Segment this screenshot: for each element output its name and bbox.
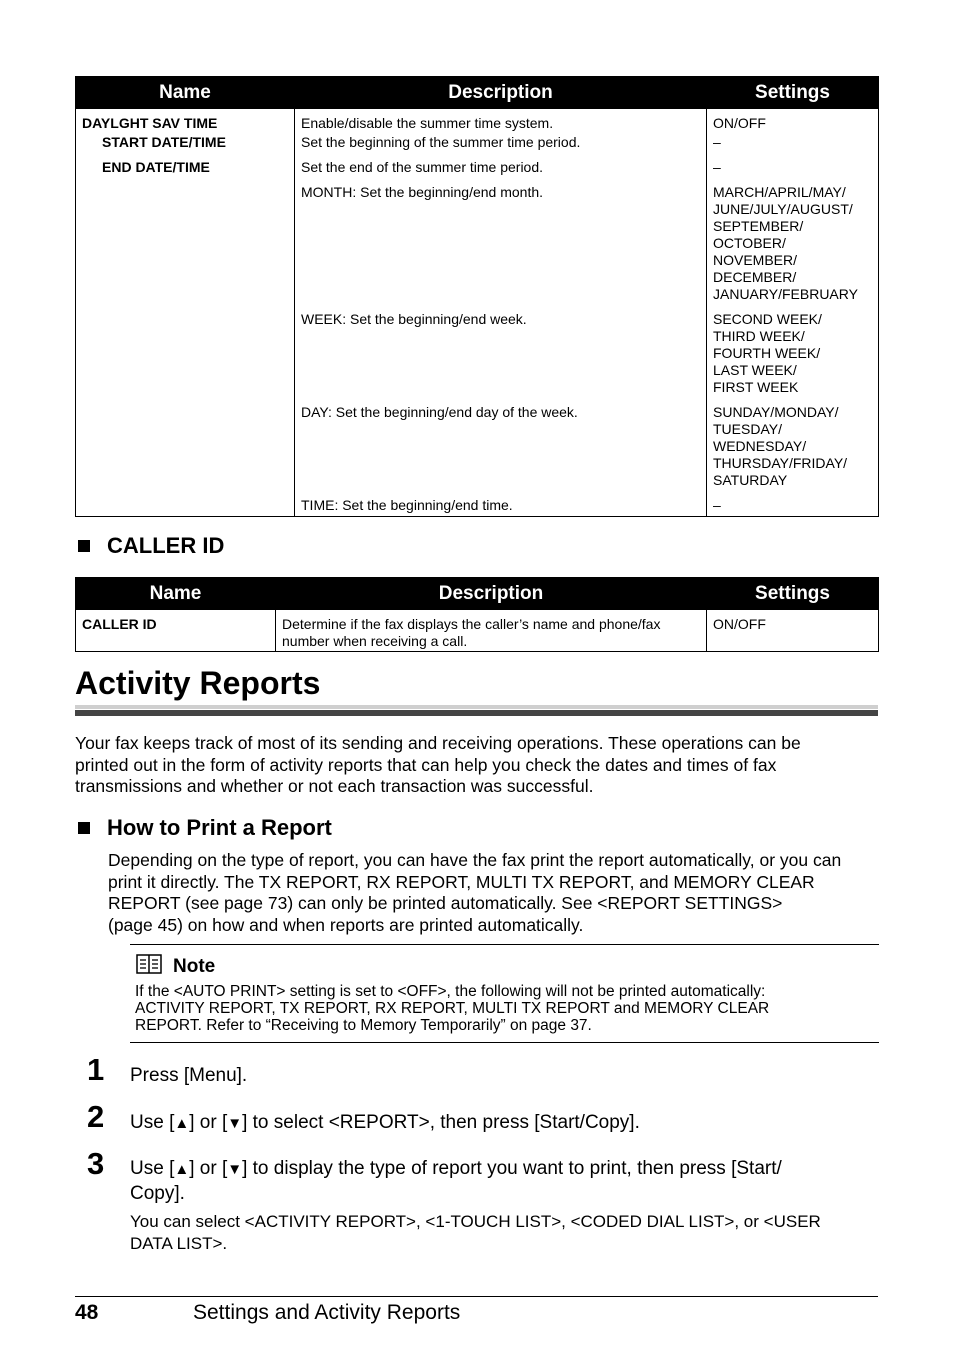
table-cell-name: END DATE/TIME — [76, 159, 295, 184]
step-1-number: 1 — [87, 1052, 105, 1087]
table-cell-settings: – — [707, 497, 879, 517]
step-3-text-pre: Use [ — [130, 1158, 175, 1179]
table-cell-name — [76, 404, 295, 497]
table-cell-settings: MARCH/APRIL/MAY/ JUNE/JULY/AUGUST/ SEPTEMBER/ OCTOBER/ NOVEMBER/ DECEMBER/ JANUARY/FEBRUARY — [707, 184, 879, 311]
summer-time-table — [75, 76, 879, 517]
table-cell-name — [76, 497, 295, 517]
note-body: If the <AUTO PRINT> setting is set to <OFF>, the following will not be printed automatically: ACTIVITY REPORT, TX REPORT, RX REPORT, MULTI TX REPORT and MEMORY CLEAR REPORT. Refer to “Receiving to Memory Temporarily” on page 37. — [135, 983, 770, 1034]
arrow-up-icon: ▲ — [174, 1115, 190, 1132]
page-number: 48 — [75, 1301, 99, 1324]
step-2-text-post: ] to select <REPORT>, then press [Start/Copy]. — [242, 1112, 640, 1133]
arrow-down-icon: ▼ — [227, 1161, 243, 1178]
table-header-name: Name — [76, 77, 295, 109]
caller-id-heading-text: CALLER ID — [107, 533, 225, 558]
table-cell-name — [76, 184, 295, 311]
footer-section-title: Settings and Activity Reports — [193, 1301, 461, 1324]
table-cell-name: START DATE/TIME — [76, 134, 295, 159]
step-1-text: Press [Menu]. — [130, 1065, 248, 1086]
arrow-down-icon: ▼ — [227, 1115, 243, 1132]
table-cell-settings: ON/OFF — [707, 610, 879, 652]
table-cell-name — [76, 311, 295, 404]
arrow-up-icon: ▲ — [174, 1161, 190, 1178]
table-header-description: Description — [295, 77, 707, 109]
table-cell-settings: – — [707, 134, 879, 159]
how-to-paragraph: Depending on the type of report, you can have the fax print the report automatically, or you can print it directly. The TX REPORT, RX REPORT, MULTI TX REPORT, and MEMORY CLEAR REPORT (see page 73) can only be printed automatically. See <REPORT SETTINGS> (page 45) on how and when reports are printed automatically. — [108, 850, 842, 935]
table-cell-description: Set the end of the summer time period. — [295, 159, 707, 184]
table-cell-description: Set the beginning of the summer time period. — [295, 134, 707, 159]
bullet-square-icon — [78, 540, 90, 552]
table-cell-name: DAYLGHT SAV TIME — [76, 109, 295, 135]
caller-id-table — [75, 577, 879, 652]
table-cell-settings: SECOND WEEK/ THIRD WEEK/ FOURTH WEEK/ LAST WEEK/ FIRST WEEK — [707, 311, 879, 404]
step-3-text-post: ] to display the type of report you want to print, then press [Start/ Copy]. — [130, 1158, 782, 1204]
table-row — [76, 184, 879, 311]
table-row — [76, 134, 879, 159]
bullet-square-icon — [78, 822, 90, 834]
note-top-rule — [130, 944, 879, 945]
step-2-text-mid: ] or [ — [189, 1112, 228, 1133]
table-cell-description: WEEK: Set the beginning/end week. — [295, 311, 707, 404]
caller-id-heading — [78, 533, 224, 559]
step-3-number: 3 — [87, 1146, 105, 1181]
table-header-settings: Settings — [707, 578, 879, 610]
table-cell-name: CALLER ID — [76, 610, 276, 652]
table-cell-description: MONTH: Set the beginning/end month. — [295, 184, 707, 311]
note-bottom-rule — [130, 1042, 879, 1043]
intro-paragraph: Your fax keeps track of most of its sending and receiving operations. These operations can be printed out in the form of activity reports that can help you check the dates and times of fax transmissions and whether or not each transaction was successful. — [75, 733, 801, 796]
table-cell-settings: SUNDAY/MONDAY/ TUESDAY/ WEDNESDAY/ THURSDAY/FRIDAY/ SATURDAY — [707, 404, 879, 497]
table-cell-description: TIME: Set the beginning/end time. — [295, 497, 707, 517]
note-heading — [136, 954, 215, 980]
table-cell-description: Enable/disable the summer time system. — [295, 109, 707, 135]
table-cell-description: Determine if the fax displays the caller’s name and phone/fax number when receiving a call. — [276, 610, 707, 652]
step-2-text-pre: Use [ — [130, 1112, 175, 1133]
footer-rule — [75, 1296, 878, 1297]
table-header-name: Name — [76, 578, 276, 610]
table-header-settings: Settings — [707, 77, 879, 109]
step-3-text — [130, 1157, 880, 1206]
title-rule-dark — [75, 710, 878, 716]
table-row — [76, 610, 879, 652]
title-rule-light — [75, 705, 878, 709]
table-cell-settings: – — [707, 159, 879, 184]
note-label: Note — [173, 956, 216, 977]
table-header-description: Description — [276, 578, 707, 610]
table-row — [76, 497, 879, 517]
how-to-heading-text: How to Print a Report — [107, 815, 332, 840]
table-cell-description: DAY: Set the beginning/end day of the week. — [295, 404, 707, 497]
step-2-text — [130, 1111, 880, 1136]
step-3-subtext: You can select <ACTIVITY REPORT>, <1-TOUCH LIST>, <CODED DIAL LIST>, or <USER DATA LIST>. — [130, 1212, 821, 1253]
step-3-text-mid: ] or [ — [189, 1158, 228, 1179]
table-row — [76, 109, 879, 135]
table-row — [76, 159, 879, 184]
page-title: Activity Reports — [75, 665, 321, 701]
step-2-number: 2 — [87, 1099, 105, 1134]
book-icon — [136, 954, 162, 980]
table-row — [76, 404, 879, 497]
table-row — [76, 311, 879, 404]
how-to-heading — [78, 815, 332, 841]
table-cell-settings: ON/OFF — [707, 109, 879, 135]
